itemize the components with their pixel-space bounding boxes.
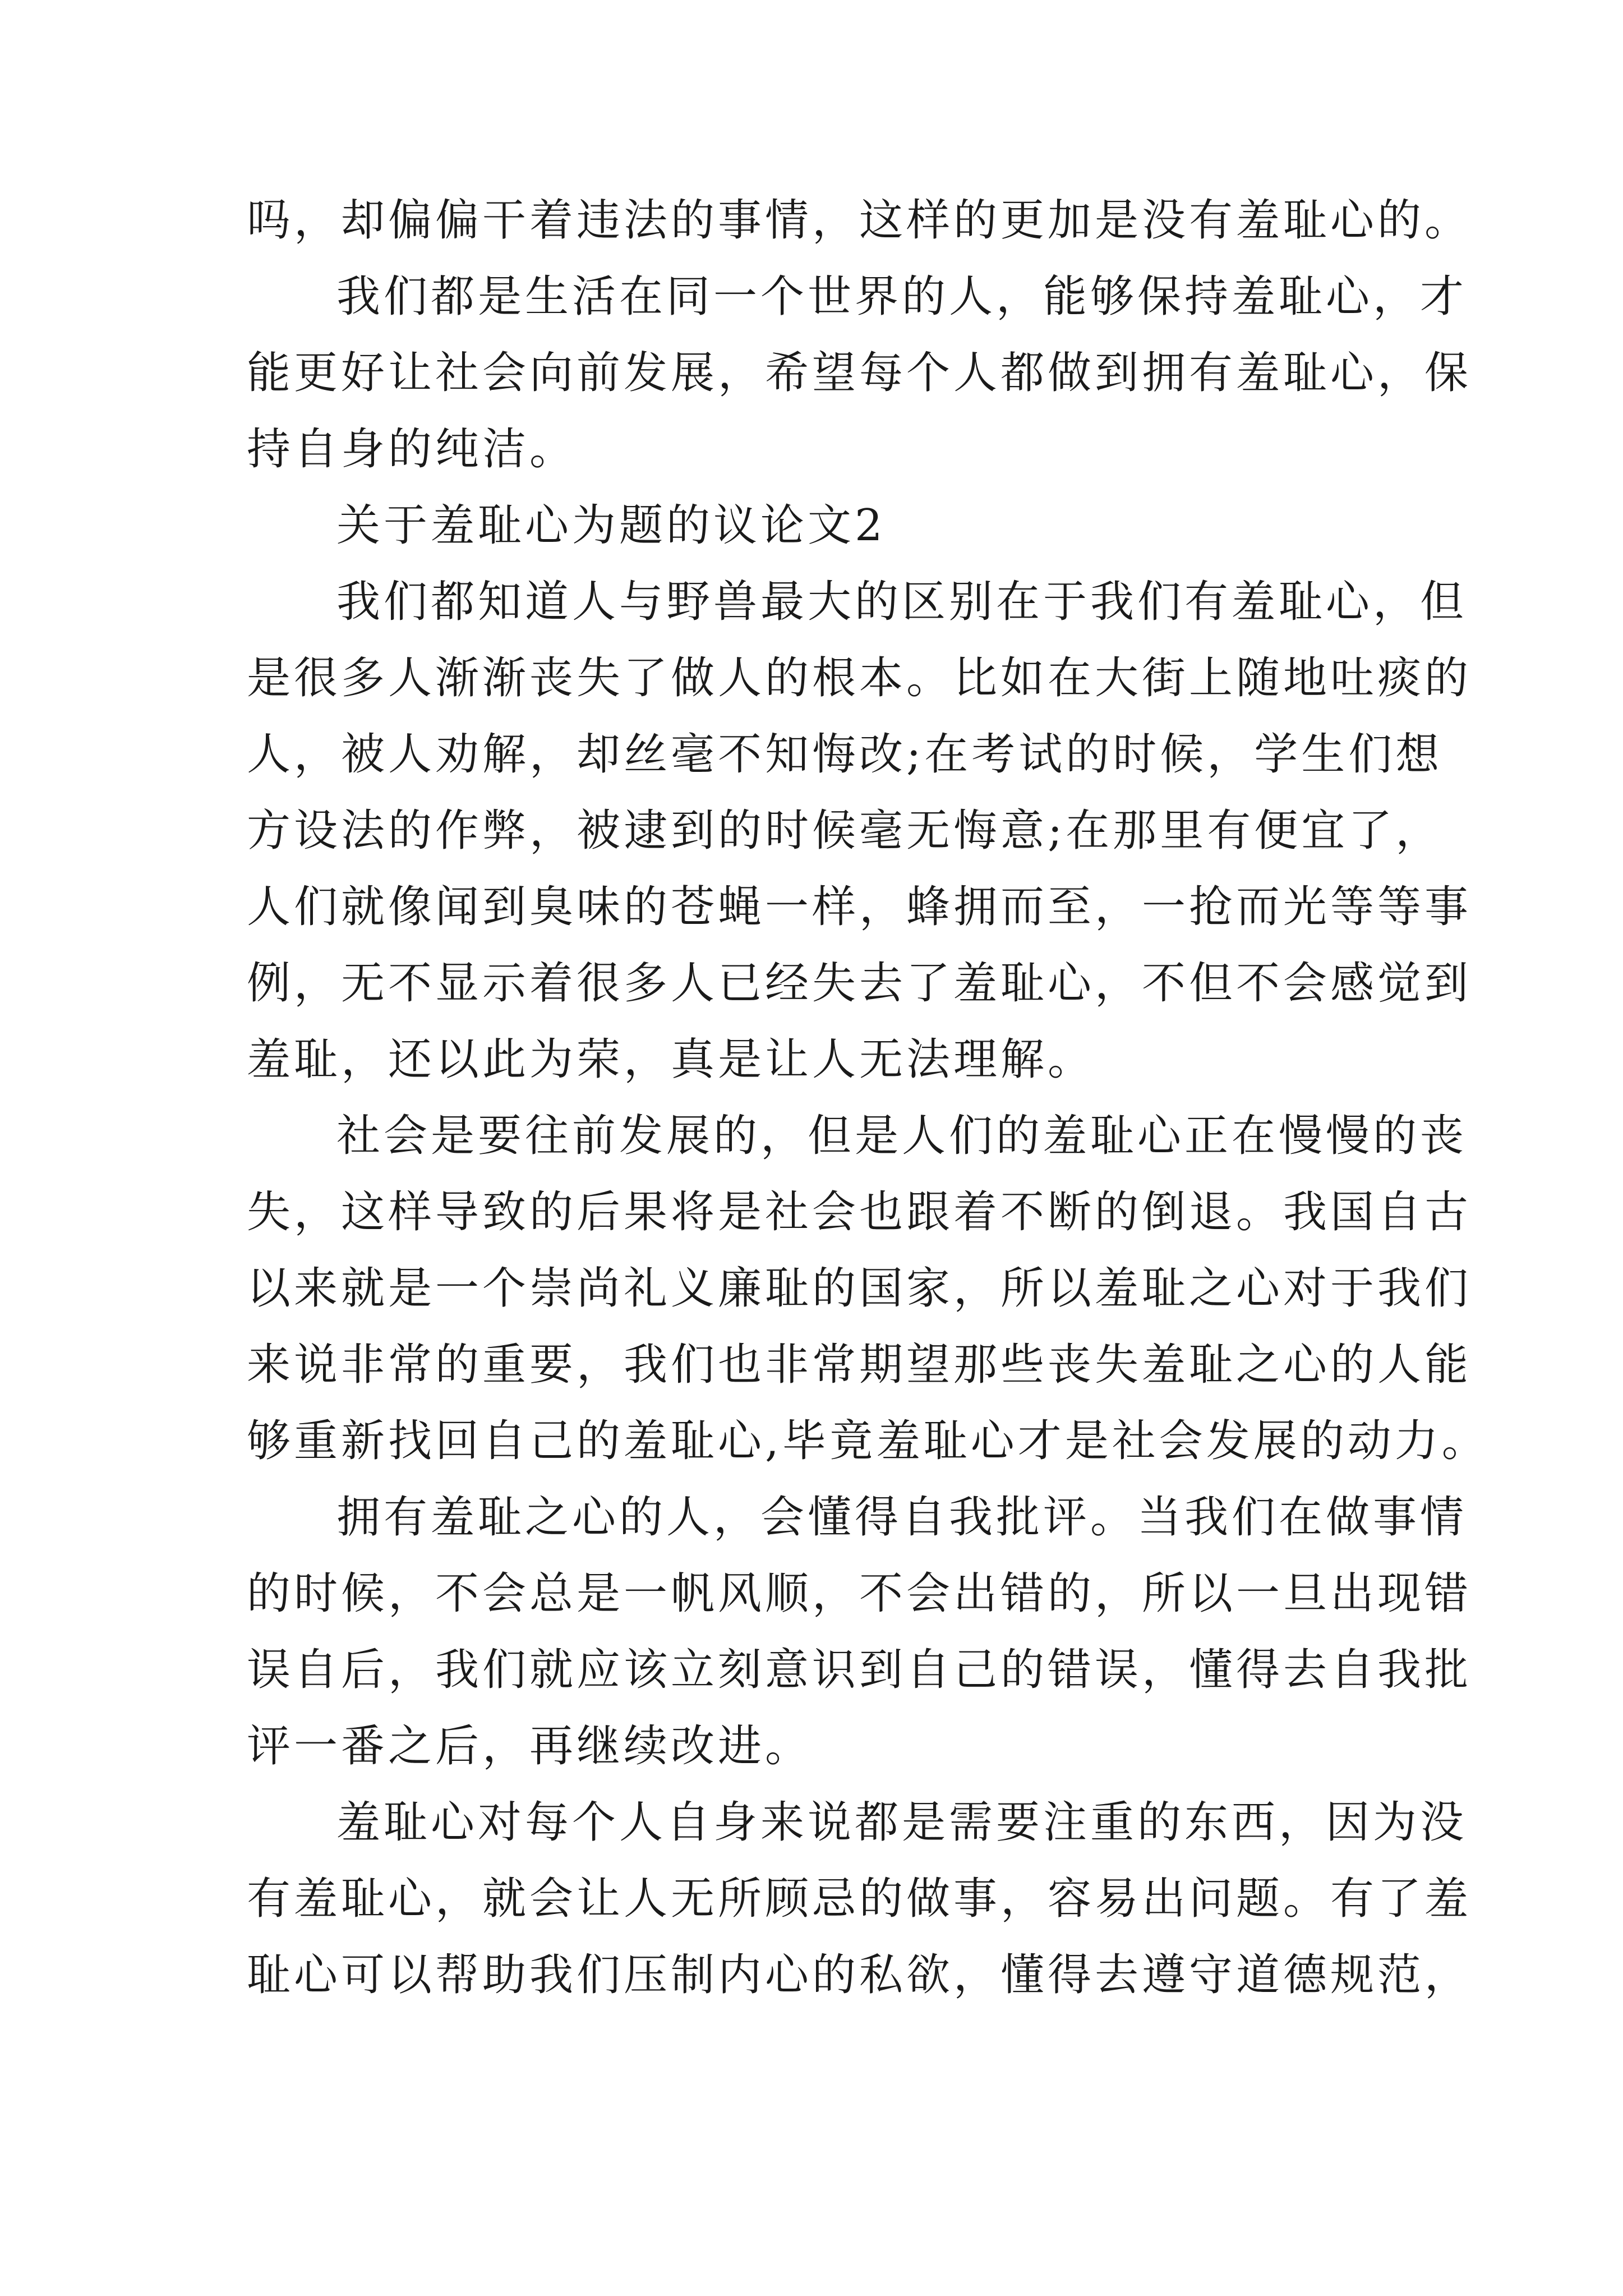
text-line: 的时候，不会总是一帆风顺，不会出错的，所以一旦出现错 [247, 1568, 1472, 1619]
text-line: 能更好让社会向前发展，希望每个人都做到拥有羞耻心，保 [247, 348, 1472, 398]
text-line: 够重新找回自己的羞耻心,毕竟羞耻心才是社会发展的动力。 [247, 1416, 1489, 1466]
text-line: 例，无不显示着很多人已经失去了羞耻心，不但不会感觉到 [247, 958, 1472, 1009]
text-line: 耻心可以帮助我们压制内心的私欲，懂得去遵守道德规范， [247, 1950, 1472, 2000]
text-line: 评一番之后，再继续改进。 [247, 1721, 813, 1772]
text-line: 以来就是一个崇尚礼义廉耻的国家，所以羞耻之心对于我们 [247, 1263, 1472, 1314]
text-line: 是很多人渐渐丧失了做人的根本。比如在大街上随地吐痰的 [247, 653, 1472, 703]
text-line: 方设法的作弊，被逮到的时候毫无悔意;在那里有便宜了， [247, 806, 1443, 856]
text-line: 持自身的纯洁。 [247, 424, 577, 475]
text-line: 人，被人劝解，却丝毫不知悔改;在考试的时候，学生们想 [247, 729, 1443, 780]
text-line: 社会是要往前发展的，但是人们的羞耻心正在慢慢的丧 [336, 1111, 1468, 1161]
text-line: 失，这样导致的后果将是社会也跟着不断的倒退。我国自古 [247, 1187, 1472, 1237]
text-line: 来说非常的重要，我们也非常期望那些丧失羞耻之心的人能 [247, 1340, 1472, 1390]
text-line: 羞耻心对每个人自身来说都是需要注重的东西，因为没 [336, 1797, 1468, 1848]
section-heading: 关于羞耻心为题的议论文2 [336, 500, 886, 551]
text-line: 误自后，我们就应该立刻意识到自己的错误，懂得去自我批 [247, 1645, 1472, 1695]
text-line: 吗，却偏偏干着违法的事情，这样的更加是没有羞耻心的。 [247, 195, 1472, 246]
text-line: 有羞耻心，就会让人无所顾忌的做事，容易出问题。有了羞 [247, 1874, 1472, 1924]
text-line: 我们都是生活在同一个世界的人，能够保持羞耻心，才 [336, 272, 1468, 322]
text-line: 我们都知道人与野兽最大的区别在于我们有羞耻心，但 [336, 577, 1468, 627]
text-line: 拥有羞耻之心的人，会懂得自我批评。当我们在做事情 [336, 1492, 1468, 1543]
text-line: 羞耻，还以此为荣，真是让人无法理解。 [247, 1034, 1095, 1085]
body-text [247, 182, 1489, 2013]
text-line: 人们就像闻到臭味的苍蝇一样，蜂拥而至，一抢而光等等事 [247, 882, 1472, 932]
